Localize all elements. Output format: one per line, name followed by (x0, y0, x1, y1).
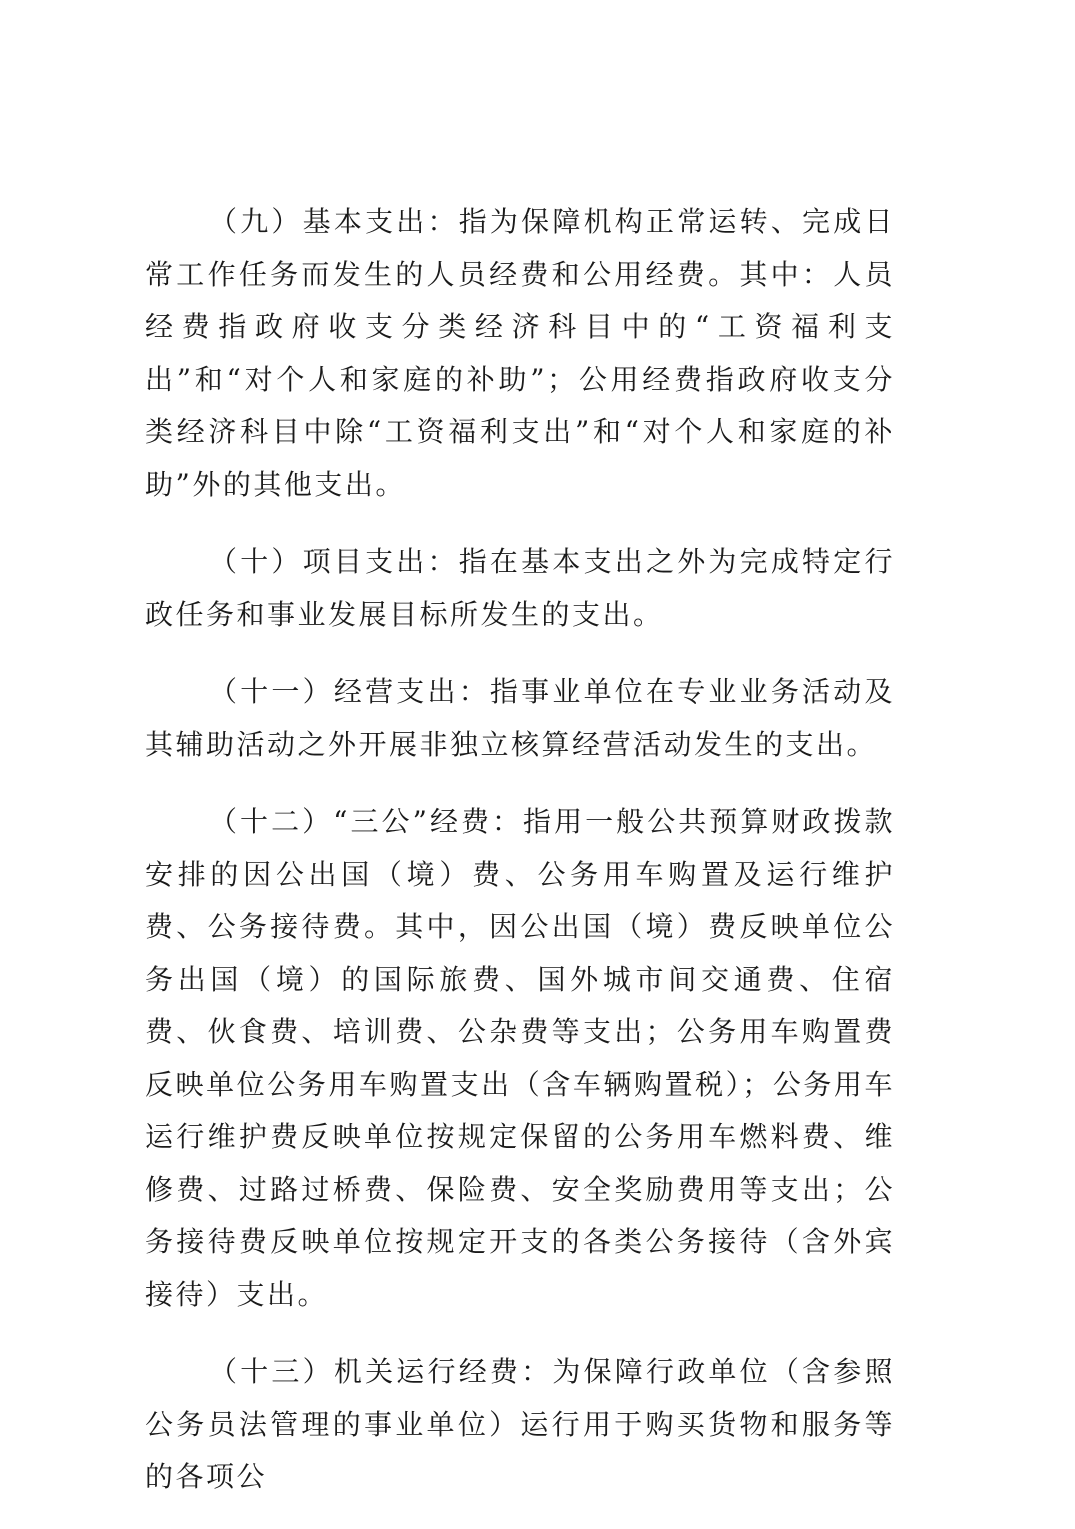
paragraph-agency-operating-funds: （十三）机关运行经费：为保障行政单位（含参照公务员法管理的事业单位）运行用于购买货物和服务等的各项公 (145, 1355, 895, 1493)
paragraph-operating-expenditure: （十一）经营支出：指事业单位在专业业务活动及其辅助活动之外开展非独立核算经营活动发生的支出。 (145, 675, 895, 761)
paragraph-three-public-expenses: （十二）“三公”经费：指用一般公共预算财政拨款安排的因公出国（境）费、公务用车购置及运行维护费、公务接待费。其中，因公出国（境）费反映单位公务出国（境）的国际旅费、国外城市间交通费、住宿费、伙食费、培训费、公杂费等支出；公务用车购置费反映单位公务用车购置支出（含车辆购置税）；公务用车运行维护费反映单位按规定保留的公务用车燃料费、维修费、过路过桥费、保险费、安全奖励费用等支出；公务接待费反映单位按规定开支的各类公务接待（含外宾接待）支出。 (145, 805, 895, 1311)
document-page (145, 196, 895, 1529)
paragraph-project-expenditure: （十）项目支出：指在基本支出之外为完成特定行政任务和事业发展目标所发生的支出。 (145, 545, 895, 631)
paragraph-basic-expenditure: （九）基本支出：指为保障机构正常运转、完成日常工作任务而发生的人员经费和公用经费。其中：人员经费指政府收支分类经济科目中的“工资福利支出”和“对个人和家庭的补助”；公用经费指政府收支分类经济科目中除“工资福利支出”和“对个人和家庭的补助”外的其他支出。 (145, 205, 895, 501)
